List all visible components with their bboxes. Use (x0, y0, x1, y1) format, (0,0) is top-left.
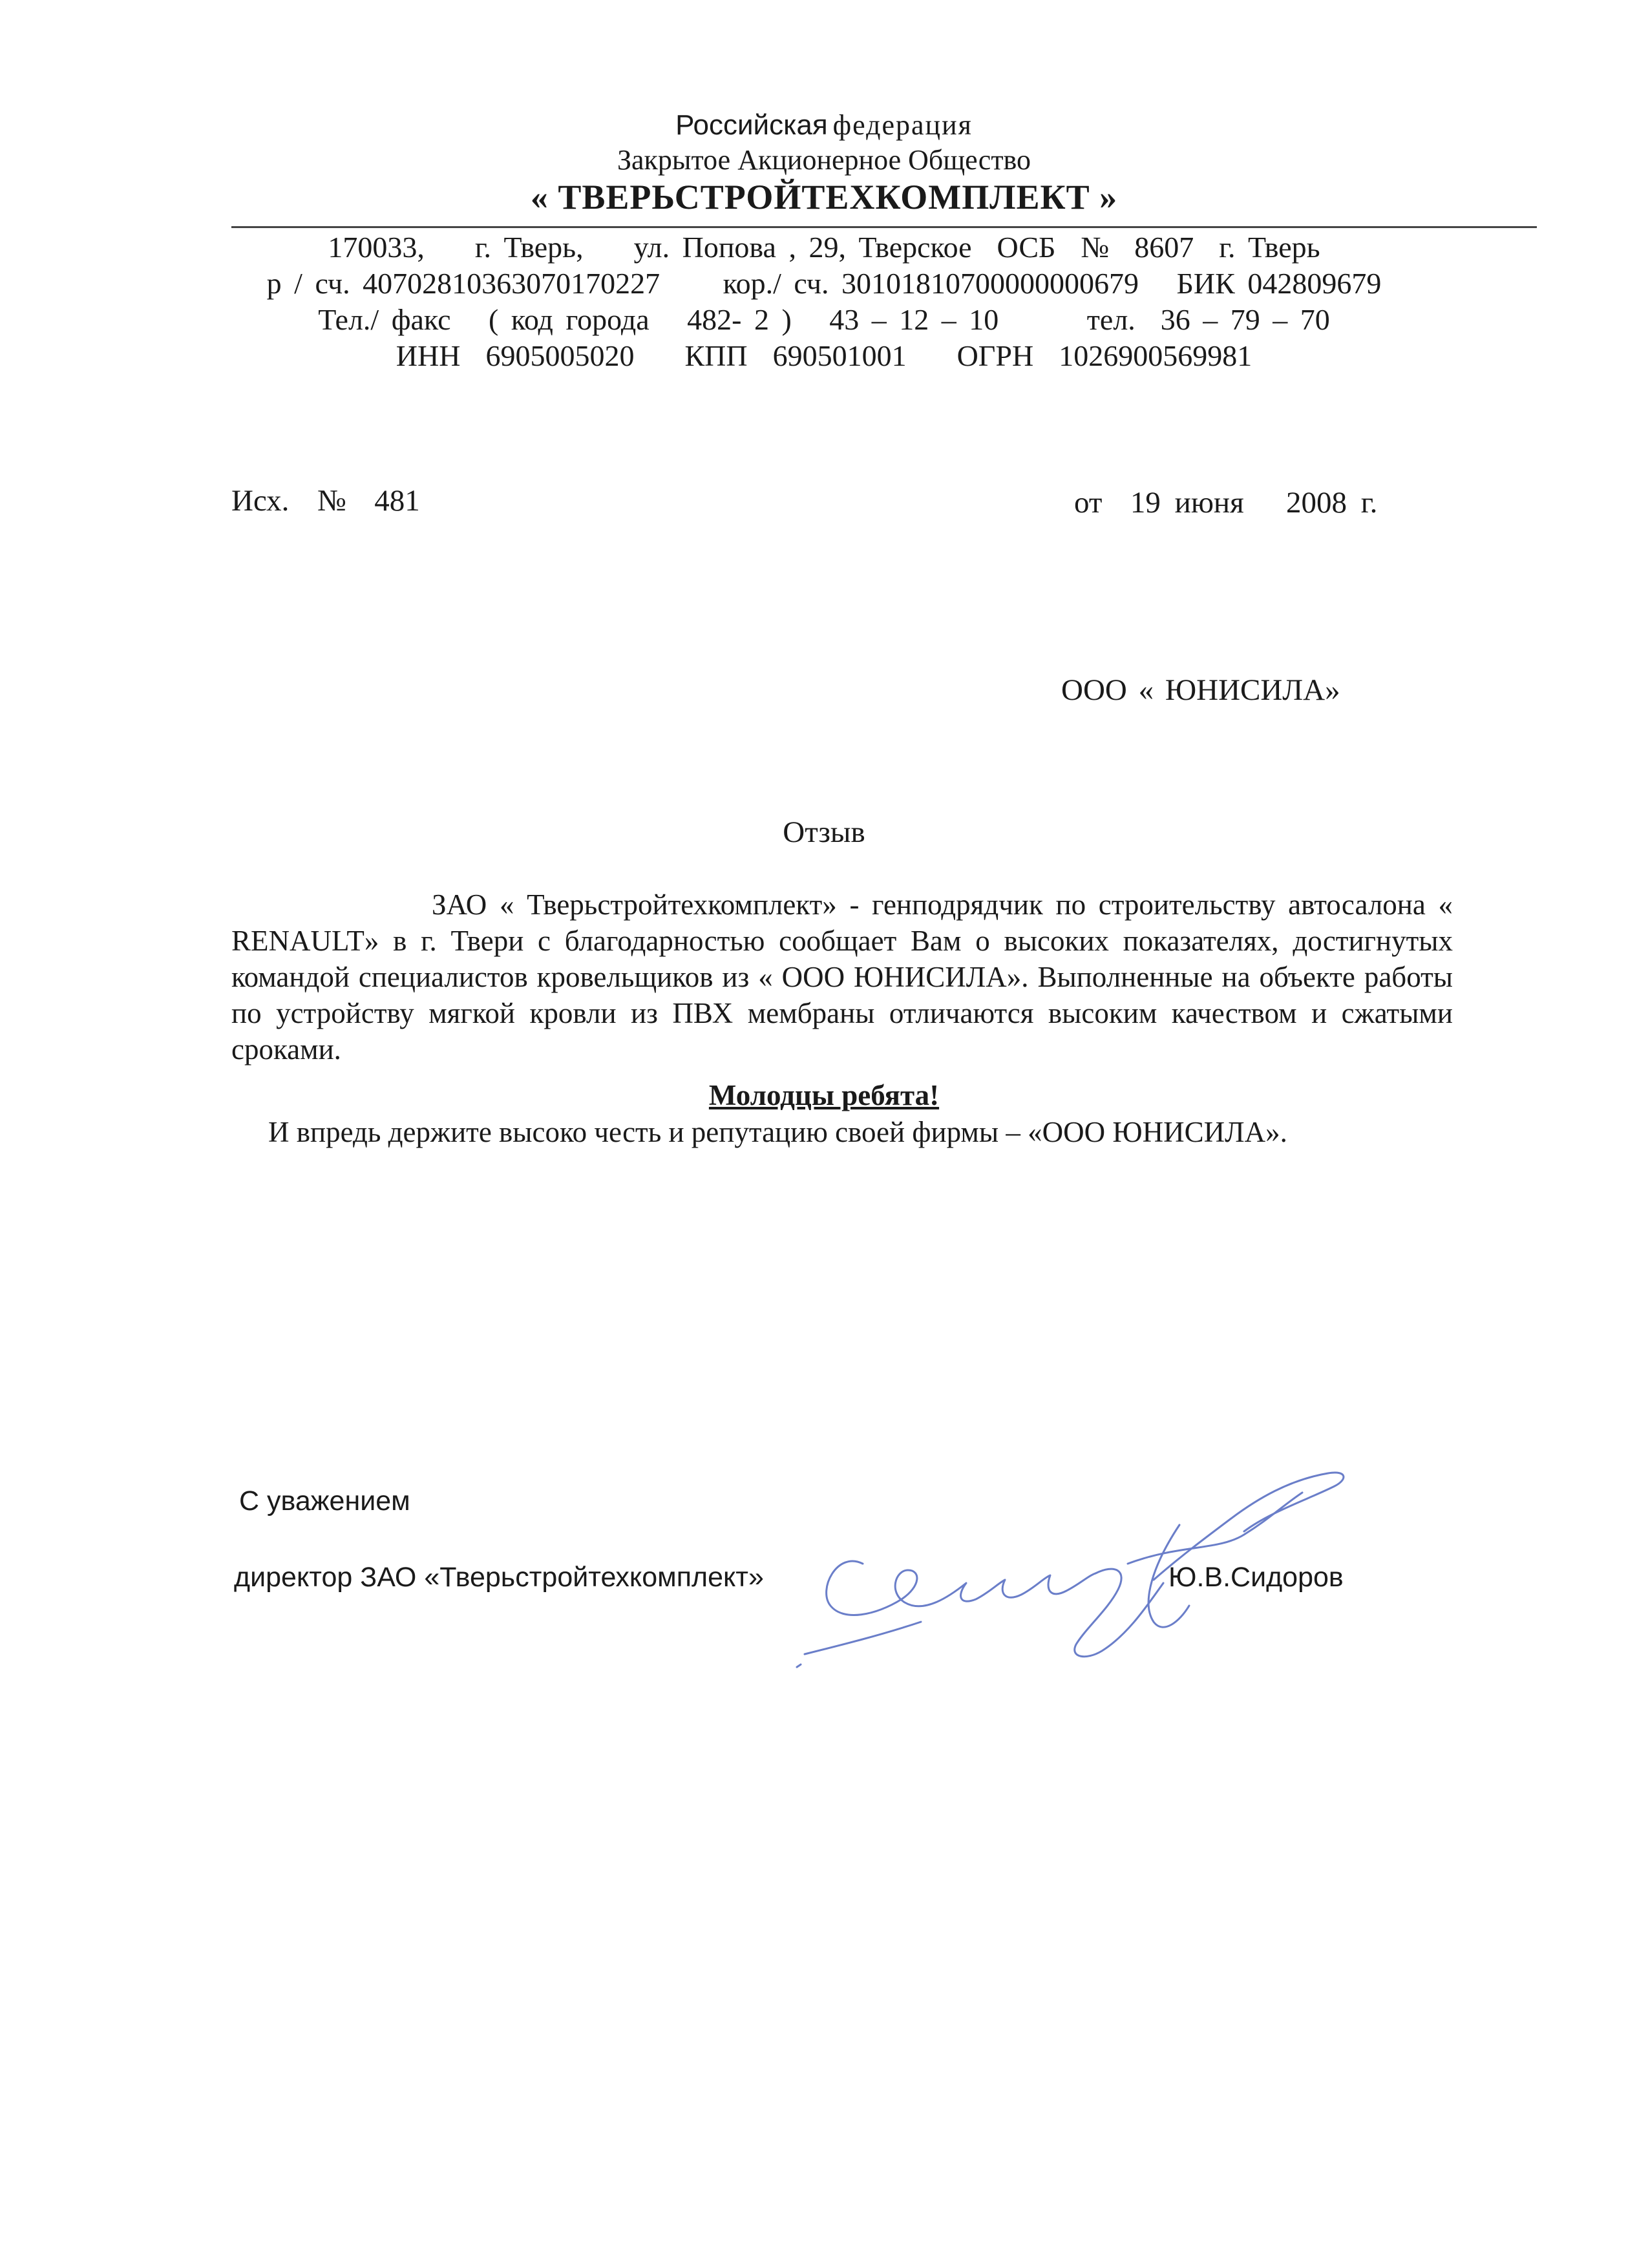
regards: С уважением (239, 1486, 410, 1517)
letterhead-company-name: « ТВЕРЬСТРОЙТЕХКОМПЛЕКТ » (530, 178, 1118, 216)
outgoing-number: Исх. № 481 (231, 484, 420, 518)
body-paragraph: ЗАО « Тверьстройтехкомплект» - генподрядчик по строительству автосалона « RENAULT» в г. Твери с благодарностью сообщает Вам о высоких показателях, достигнутых командой специалистов кровельщиков из « ООО ЮНИСИЛА». Выполненные на объекте работы по устройству мягкой кровли из ПВХ мембраны отличаются высоким качеством и сжатыми сроками. (231, 888, 1453, 1066)
letter-date: от 19 июня 2008 г. (1074, 486, 1378, 520)
signer-position: директор ЗАО «Тверьстройтехкомплект» (234, 1562, 764, 1593)
letterhead-country (0, 111, 1648, 140)
letterhead-phones: Тел./ факс ( код города 482- 2 ) 43 – 12 – 10 тел. 36 – 79 – 70 (318, 303, 1330, 336)
country-word-1: Российская (675, 109, 828, 141)
letterhead-bank-accounts: р / сч. 40702810363070170227 кор./ сч. 30101810700000000679 БИК 042809679 (266, 267, 1382, 300)
letterhead-address: 170033, г. Тверь, ул. Попова , 29, Тверское ОСБ № 8607 г. Тверь (328, 231, 1320, 264)
letterhead-org-type: Закрытое Акционерное Общество (617, 144, 1031, 176)
letterhead-divider (231, 226, 1537, 228)
signer-name: Ю.В.Сидоров (1168, 1562, 1344, 1593)
letterhead-registration: ИНН 6905005020 КПП 690501001 ОГРН 1026900569981 (396, 339, 1252, 372)
recipient: ООО « ЮНИСИЛА» (1061, 673, 1340, 707)
closing-line: И впредь держите высоко честь и репутацию своей фирмы – «ООО ЮНИСИЛА». (268, 1116, 1287, 1148)
country-word-2: федерация (832, 109, 973, 141)
document-title: Отзыв (783, 815, 865, 849)
motto: Молодцы ребята! (708, 1079, 940, 1111)
